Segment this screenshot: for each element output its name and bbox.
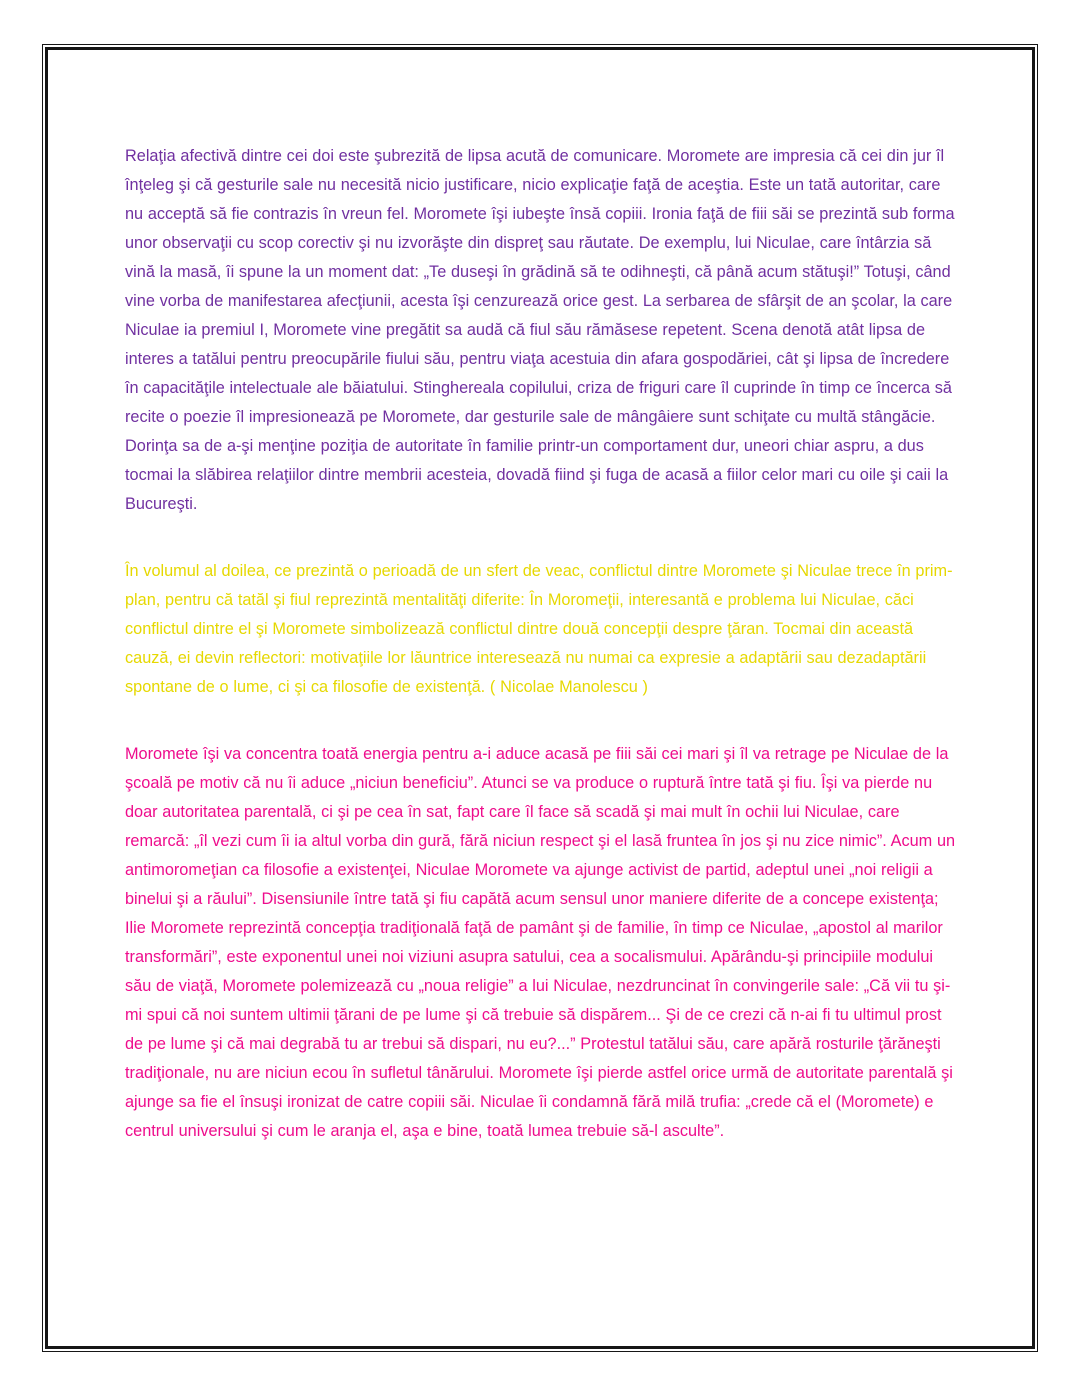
paragraph-volume-two-conflict: Moromete îşi va concentra toată energia pentru a-i aduce acasă pe fiii săi cei mari şi îl va retrage pe Niculae de la şcoală pe motiv că nu îi aduce „niciun beneficiu”. Atunci se va produce o ruptură între tată şi fiu. Îşi va pierde nu doar autoritatea parentală, ci şi pe cea în sat, fapt care îl face să scadă şi mai mult în ochii lui Niculae, care remarcă: „îl vezi cum îi ia altul vorba din gură, fără niciun respect şi el lasă fruntea în jos şi nu zice nimic”. Acum un antimoromeţian ca filosofie a existenţei, Niculae Moromete va ajunge activist de partid, adeptul unei „noi religii a binelui şi a răului”. Disensiunile între tată şi fiu capătă acum sensul unor maniere diferite de a concepe existenţa; Ilie Moromete reprezintă concepţia tradiţională faţă de pamânt şi de familie, în timp ce Niculae, „apostol al marilor transformări”, este exponentul unei noi viziuni asupra satului, cea a socalismului. Apărându-şi principiile modului său de viaţă, Moromete polemizează cu „noua religie” a lui Niculae, nezdruncinat în convingerile sale: „Că vii tu şi-mi spui că noi suntem ultimii ţărani de pe lume şi că trebuie să dispărem... Şi de ce crezi că n-ai fi tu ultimul prost de pe lume şi că mai degrabă tu ar trebui să dispari, nu eu?...” Protestul tatălui său, care apără rosturile ţărăneşti tradiţionale, nu are niciun ecou în sufletul tânărului. Moromete îşi pierde astfel orice urmă de autoritate parentală şi ajunge sa fie el însuşi ironizat de catre copiii săi. Niculae îi condamnă fără milă trufia: „crede că el (Moromete) e centrul universului şi cum le aranja el, aşa e bine, toată lumea trebuie să-l asculte”.	[125, 745, 956, 1140]
paragraph-affective-relation: Relaţia afectivă dintre cei doi este şubrezită de lipsa acută de comunicare. Moromete are impresia că cei din jur îl înţeleg şi că gesturile sale nu necesită nicio justificare, nicio explicaţie faţă de aceştia. Este un tată autoritar, care nu acceptă să fie contrazis în vreun fel. Moromete îşi iubeşte însă copiii. Ironia faţă de fiii săi se prezintă sub forma unor observaţii cu scop corectiv şi nu izvorăşte din dispreţ sau răutate. De exemplu, lui Niculae, care întârzia să vină la masă, îi spune la un moment dat: „Te duseşi în grădină să te odihneşti, că până acum stătuşi!” Totuşi, când vine vorba de manifestarea afecţiunii, acesta îşi cenzurează orice gest. La serbarea de sfârşit de an şcolar, la care Niculae ia premiul I, Moromete vine pregătit sa audă că fiul său rămăsese repetent. Scena denotă atât lipsa de interes a tatălui pentru preocupările fiului său, pentru viaţa acestuia din afara gospodăriei, cât şi lipsa de încredere în capacităţile intelectuale ale băiatului. Stinghereala copilului, criza de friguri care îl cuprinde în timp ce încerca să recite o poezie îl impresionează pe Moromete, dar gesturile sale de mângâiere sunt schiţate cu multă stângăcie. Dorinţa sa de a-şi menţine poziţia de autoritate în familie printr-un comportament dur, uneori chiar aspru, a dus tocmai la slăbirea relaţiilor dintre membrii acesteia, dovadă fiind şi fuga de acasă a fiilor celor mari cu oile şi caii la Bucureşti.	[125, 147, 955, 513]
document-content	[125, 142, 958, 1184]
paragraph-critic-quote-manolescu: În volumul al doilea, ce prezintă o perioadă de un sfert de veac, conflictul dintre Moromete şi Niculae trece în prim-plan, pentru că tatăl şi fiul reprezintă mentalităţi diferite: În Moromeţii, interesantă e problema lui Niculae, căci conflictul dintre el şi Moromete simbolizează conflictul dintre două concepţii despre ţăran. Tocmai din această cauză, ei devin reflectori: motivaţiile lor lăuntrice interesează nu numai ca expresie a adaptării sau dezadaptării spontane de o lume, ci şi ca filosofie de existenţă. ( Nicolae Manolescu )	[125, 562, 953, 696]
